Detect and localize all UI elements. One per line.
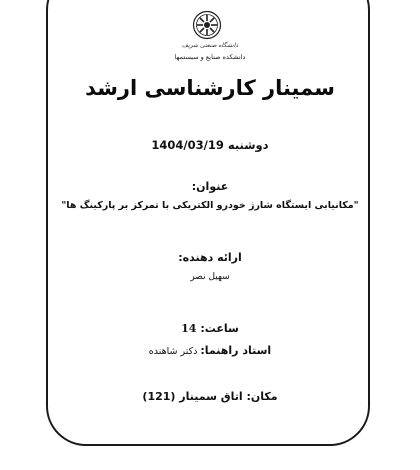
time-label: ساعت: (200, 322, 239, 335)
poster-frame (46, 0, 370, 446)
presenter-label: ارائه دهنده: (178, 251, 242, 264)
subject-value: "مکانیابی ایستگاه شارژ خودرو الکتریکی با تمرکز بر پارکینگ ها" (61, 200, 359, 211)
university-motto: دانشگاه صنعتی شریف (181, 42, 239, 49)
time-value: 14 (181, 322, 197, 335)
university-logo-icon (192, 10, 222, 40)
department-name: دانشکده صنایع و سیستمها (174, 53, 246, 61)
page-title: سمینار کارشناسی ارشد (85, 76, 335, 100)
place-line (0, 390, 420, 403)
time-line (0, 322, 420, 335)
place-label: مکان: (246, 390, 278, 403)
advisor-label: استاد راهنما: (200, 344, 272, 357)
advisor-line (0, 344, 420, 357)
subject-label: عنوان: (191, 180, 229, 193)
advisor-name: دکتر شاهنده (148, 346, 198, 357)
presenter-name: سهیل نصر (190, 272, 230, 282)
seminar-date: دوشنبه 1404/03/19 (151, 138, 269, 152)
place-value: اتاق سمینار (121) (142, 390, 243, 403)
